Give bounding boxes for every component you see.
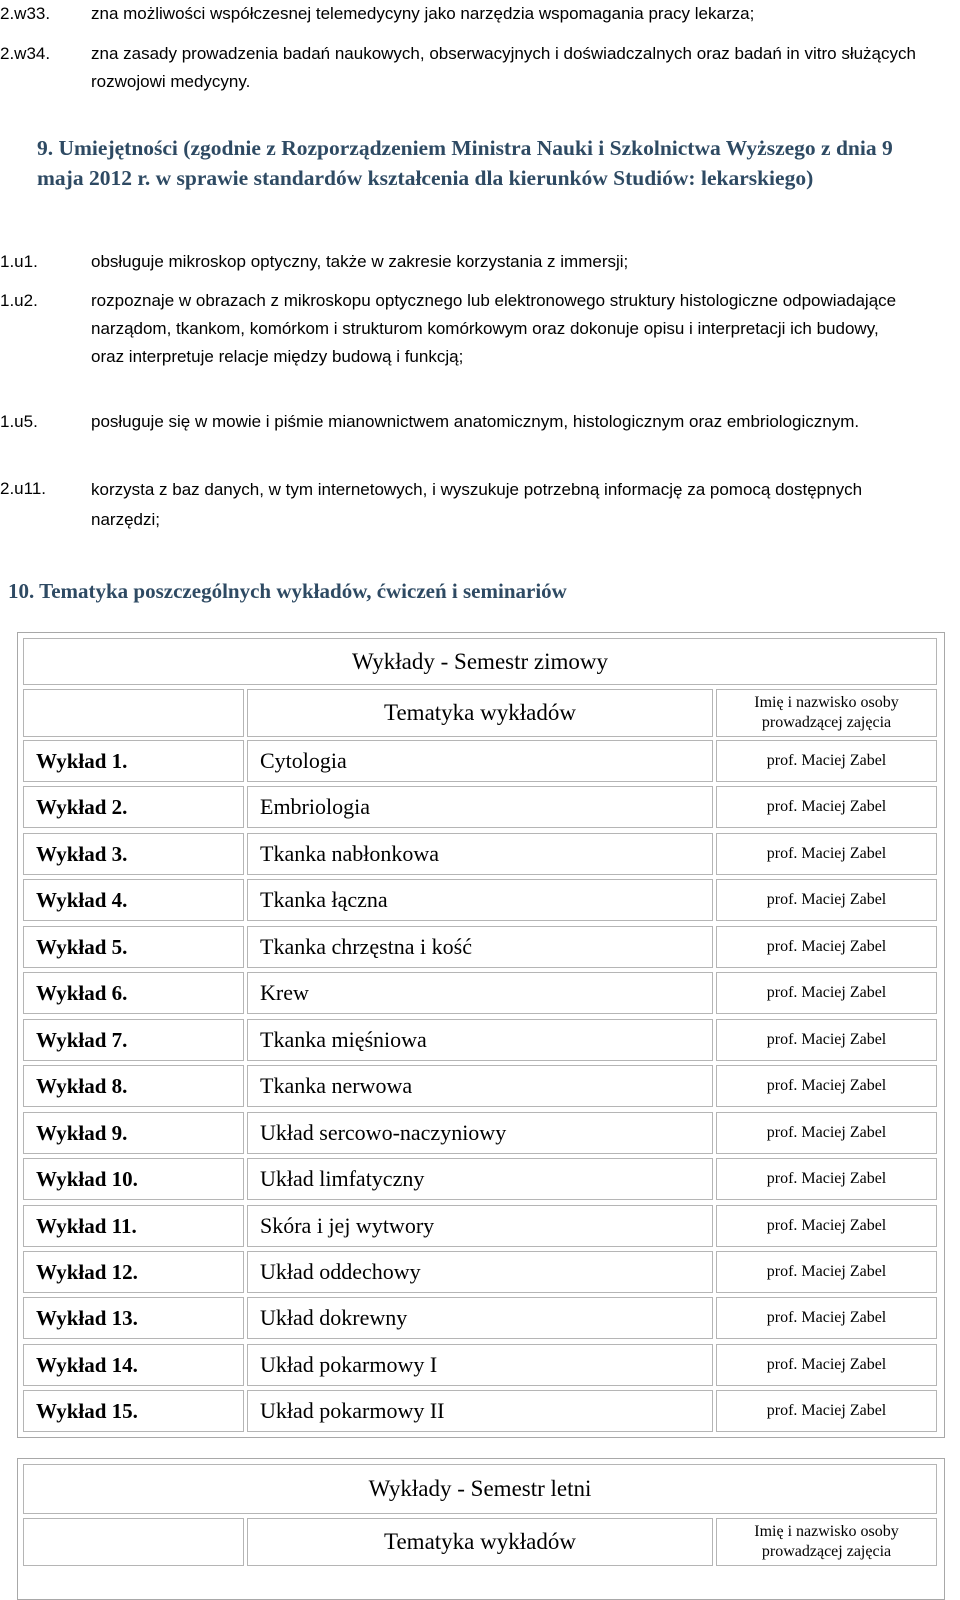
outcome-text: zna możliwości współczesnej telemedycyny jako narzędzia wspomagania pracy lekarza; xyxy=(91,4,755,23)
lecture-topic-cell: Układ limfatyczny xyxy=(247,1158,713,1200)
lecturer-name-cell: prof. Maciej Zabel xyxy=(716,1297,937,1339)
lecture-topic-cell: Układ oddechowy xyxy=(247,1251,713,1293)
outcome-text: rozpoznaje w obrazach z mikroskopu optycznego lub elektronowego struktury histologiczne odpowiadające narządom, tkankom, komórkom i strukturom komórkowym oraz dokonuje opisu i interpretacji ich budowy, oraz interpretuje relacje między budową i funkcją; xyxy=(91,291,897,366)
lecture-topic-cell: Układ pokarmowy II xyxy=(247,1390,713,1432)
outcome-code: 1.u1. xyxy=(0,252,38,271)
lecture-topic-cell: Tkanka nabłonkowa xyxy=(247,833,713,875)
column-header-person: Imię i nazwisko osoby prowadzącej zajęcia xyxy=(716,689,937,737)
outcome-code: 2.w33. xyxy=(0,4,51,23)
lecture-number-cell: Wykład 8. xyxy=(23,1065,244,1107)
lecture-number-cell: Wykład 14. xyxy=(23,1344,244,1386)
summer-lectures-table xyxy=(17,1458,945,1600)
lecture-number-cell: Wykład 11. xyxy=(23,1205,244,1247)
lecturer-name-cell: prof. Maciej Zabel xyxy=(716,1344,937,1386)
lecture-number-cell: Wykład 4. xyxy=(23,879,244,921)
lecture-topic-cell: Skóra i jej wytwory xyxy=(247,1205,713,1247)
lecturer-name-cell: prof. Maciej Zabel xyxy=(716,833,937,875)
column-header-topic: Tematyka wykładów xyxy=(247,1518,713,1566)
table-header-blank xyxy=(23,689,244,737)
outcome-text: korzysta z baz danych, w tym internetowych, i wyszukuje potrzebną informację za pomocą dostępnych narzędzi; xyxy=(91,480,863,529)
lecturer-name-cell: prof. Maciej Zabel xyxy=(716,1158,937,1200)
lecture-number-cell: Wykład 6. xyxy=(23,972,244,1014)
lecture-number-cell: Wykład 10. xyxy=(23,1158,244,1200)
lecturer-name-cell: prof. Maciej Zabel xyxy=(716,926,937,968)
outcome-code: 1.u2. xyxy=(0,291,38,310)
outcome-code: 2.w34. xyxy=(0,44,51,63)
lecturer-name-cell: prof. Maciej Zabel xyxy=(716,1112,937,1154)
lecturer-name-cell: prof. Maciej Zabel xyxy=(716,879,937,921)
lecture-number-cell: Wykład 15. xyxy=(23,1390,244,1432)
outcome-text: obsługuje mikroskop optyczny, także w zakresie korzystania z immersji; xyxy=(91,252,629,271)
lecture-number-cell: Wykład 7. xyxy=(23,1019,244,1061)
lecture-topic-cell: Tkanka łączna xyxy=(247,879,713,921)
table-title: Wykłady - Semestr zimowy xyxy=(23,638,937,685)
column-header-topic: Tematyka wykładów xyxy=(247,689,713,737)
outcome-text: zna zasady prowadzenia badań naukowych, obserwacyjnych i doświadczalnych oraz badań in vitro służących rozwojowi medycyny. xyxy=(91,44,916,91)
lecturer-name-cell: prof. Maciej Zabel xyxy=(716,1205,937,1247)
lecture-number-cell: Wykład 1. xyxy=(23,740,244,782)
lecture-number-cell: Wykład 5. xyxy=(23,926,244,968)
lecture-number-cell: Wykład 9. xyxy=(23,1112,244,1154)
outcome-code: 2.u11. xyxy=(0,479,47,498)
outcome-code: 1.u5. xyxy=(0,412,38,431)
table-header-blank xyxy=(23,1518,244,1566)
lecture-number-cell: Wykład 13. xyxy=(23,1297,244,1339)
table-title: Wykłady - Semestr letni xyxy=(23,1464,937,1514)
lecturer-name-cell: prof. Maciej Zabel xyxy=(716,972,937,1014)
section-10-heading: 10. Tematyka poszczególnych wykładów, ćwiczeń i seminariów xyxy=(8,579,567,603)
lecturer-name-cell: prof. Maciej Zabel xyxy=(716,740,937,782)
winter-lectures-table xyxy=(17,632,945,1438)
lecturer-name-cell: prof. Maciej Zabel xyxy=(716,1251,937,1293)
lecture-topic-cell: Embriologia xyxy=(247,786,713,828)
lecture-number-cell: Wykład 12. xyxy=(23,1251,244,1293)
lecturer-name-cell: prof. Maciej Zabel xyxy=(716,1065,937,1107)
outcome-text: posługuje się w mowie i piśmie mianownictwem anatomicznym, histologicznym oraz embriologicznym. xyxy=(91,412,860,431)
lecture-topic-cell: Układ pokarmowy I xyxy=(247,1344,713,1386)
lecture-topic-cell: Tkanka chrzęstna i kość xyxy=(247,926,713,968)
lecture-topic-cell: Tkanka nerwowa xyxy=(247,1065,713,1107)
lecture-number-cell: Wykład 3. xyxy=(23,833,244,875)
section-9-heading: 9. Umiejętności (zgodnie z Rozporządzeniem Ministra Nauki i Szkolnictwa Wyższego z dnia 9 maja 2012 r. w sprawie standardów kształcenia dla kierunków Studiów: lekarskiego) xyxy=(37,136,893,190)
column-header-person: Imię i nazwisko osoby prowadzącej zajęcia xyxy=(716,1518,937,1566)
lecturer-name-cell: prof. Maciej Zabel xyxy=(716,1390,937,1432)
lecture-topic-cell: Krew xyxy=(247,972,713,1014)
lecture-topic-cell: Tkanka mięśniowa xyxy=(247,1019,713,1061)
lecture-topic-cell: Cytologia xyxy=(247,740,713,782)
lecture-topic-cell: Układ sercowo-naczyniowy xyxy=(247,1112,713,1154)
lecturer-name-cell: prof. Maciej Zabel xyxy=(716,786,937,828)
lecturer-name-cell: prof. Maciej Zabel xyxy=(716,1019,937,1061)
lecture-topic-cell: Układ dokrewny xyxy=(247,1297,713,1339)
lecture-number-cell: Wykład 2. xyxy=(23,786,244,828)
